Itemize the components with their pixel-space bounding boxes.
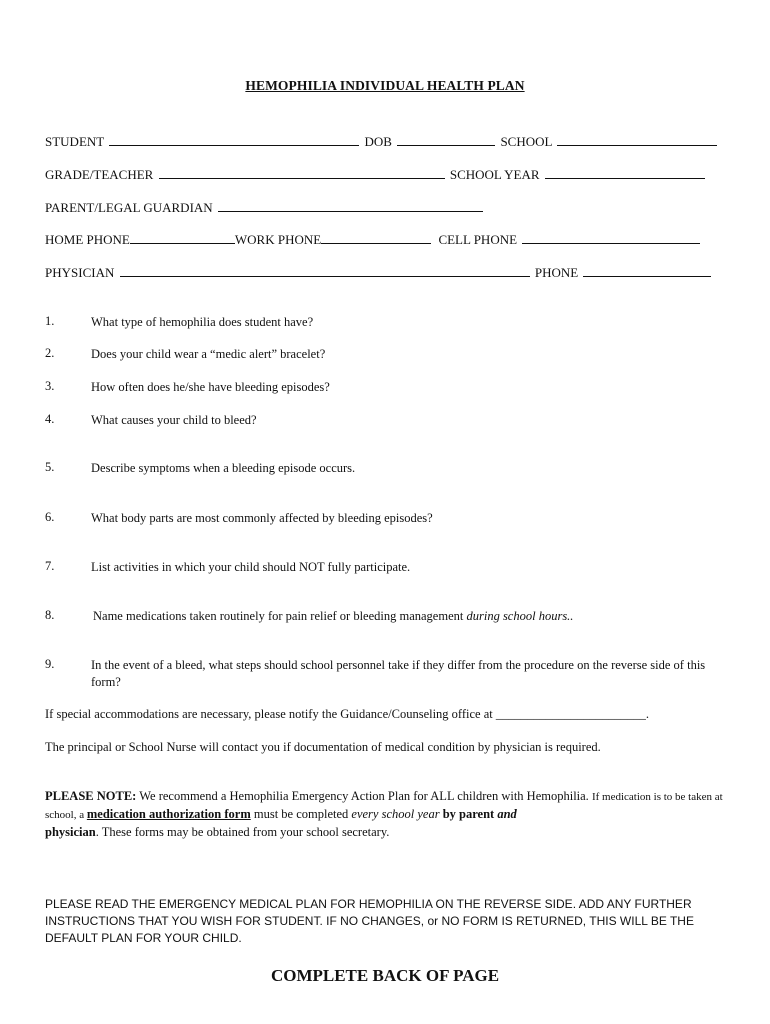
form-title: HEMOPHILIA INDIVIDUAL HEALTH PLAN xyxy=(245,78,525,93)
please-note-bold-italic: and xyxy=(497,807,517,821)
student-label: STUDENT xyxy=(45,134,104,149)
work-phone-field[interactable] xyxy=(321,233,431,244)
parent-field[interactable] xyxy=(218,201,483,212)
question-text-italic: during school hours.. xyxy=(466,609,574,623)
home-phone-field[interactable] xyxy=(130,233,235,244)
accommodations-note: If special accommodations are necessary, please notify the Guidance/Counseling office at ________________________. xyxy=(45,707,649,721)
question-text: Describe symptoms when a bleeding episode occurs. xyxy=(91,461,356,475)
principal-note: The principal or School Nurse will contact you if documentation of medical condition by physician is required. xyxy=(45,740,601,754)
cell-phone-field[interactable] xyxy=(522,233,700,244)
question-number: 9. xyxy=(45,657,55,671)
student-row xyxy=(45,134,727,150)
question-number: 4. xyxy=(45,412,55,426)
complete-back-footer: COMPLETE BACK OF PAGE xyxy=(270,966,500,985)
question-number: 2. xyxy=(45,346,55,360)
question-number: 8. xyxy=(45,608,55,622)
parent-label: PARENT/LEGAL GUARDIAN xyxy=(45,200,213,215)
question-number: 7. xyxy=(45,559,55,573)
question-text xyxy=(93,608,723,625)
question-text: What body parts are most commonly affected by bleeding episodes? xyxy=(91,511,433,525)
physician-field[interactable] xyxy=(120,266,530,277)
physician-row xyxy=(45,265,727,281)
question-number: 3. xyxy=(45,379,55,393)
please-note-text: . These forms may be obtained from your school secretary. xyxy=(95,825,390,839)
grade-teacher-field[interactable] xyxy=(159,168,445,179)
question-text: Does your child wear a “medic alert” bracelet? xyxy=(91,347,326,361)
question-text: In the event of a bleed, what steps should school personnel take if they differ from the procedure on the reverse side of this form? xyxy=(91,658,706,689)
medication-authorization-form-link[interactable]: medication authorization form xyxy=(86,807,251,821)
please-note-paragraph xyxy=(45,788,727,841)
school-year-label: SCHOOL YEAR xyxy=(449,167,540,182)
please-note-label: PLEASE NOTE: xyxy=(45,789,137,803)
school-field[interactable] xyxy=(557,135,717,146)
please-note-text: must be completed xyxy=(250,807,352,821)
grade-row xyxy=(45,167,727,183)
question-text: What causes your child to bleed? xyxy=(91,413,257,427)
please-note-small: If medication is to be taken at school, a xyxy=(45,791,723,821)
question-text-main: Name medications taken routinely for pain relief or bleeding management xyxy=(93,609,467,623)
home-phone-label: HOME PHONE xyxy=(45,232,130,247)
cell-phone-label: CELL PHONE xyxy=(438,232,518,247)
school-year-field[interactable] xyxy=(545,168,705,179)
question-number: 1. xyxy=(45,314,55,328)
please-note-italic: every school year xyxy=(351,807,440,821)
student-field[interactable] xyxy=(109,135,359,146)
school-label: SCHOOL xyxy=(500,134,552,149)
question-text: How often does he/she have bleeding episodes? xyxy=(91,380,330,394)
question-number: 5. xyxy=(45,460,55,474)
dob-field[interactable] xyxy=(397,135,495,146)
dob-label: DOB xyxy=(364,134,392,149)
phone-row xyxy=(45,232,727,248)
phone-field[interactable] xyxy=(583,266,711,277)
physician-label: PHYSICIAN xyxy=(45,265,115,280)
instructions: PLEASE READ THE EMERGENCY MEDICAL PLAN FOR HEMOPHILIA ON THE REVERSE SIDE. ADD ANY FURTHER INSTRUCTIONS THAT YOU WISH FOR STUDENT. IF NO CHANGES, or NO FORM IS RETURNED, THIS WILL BE THE DEFAULT PLAN FOR YOUR CHILD. xyxy=(45,897,694,945)
phone-label: PHONE xyxy=(534,265,579,280)
parent-row xyxy=(45,200,727,216)
question-number: 6. xyxy=(45,510,55,524)
please-note-bold: physician xyxy=(45,825,96,839)
please-note-text: We recommend a Hemophilia Emergency Action Plan for ALL children with Hemophilia. xyxy=(136,789,592,803)
grade-teacher-label: GRADE/TEACHER xyxy=(45,167,154,182)
please-note-bold: by parent xyxy=(439,807,498,821)
question-text: What type of hemophilia does student have? xyxy=(91,315,314,329)
question-text: List activities in which your child should NOT fully participate. xyxy=(91,560,411,574)
work-phone-label: WORK PHONE xyxy=(234,232,322,247)
